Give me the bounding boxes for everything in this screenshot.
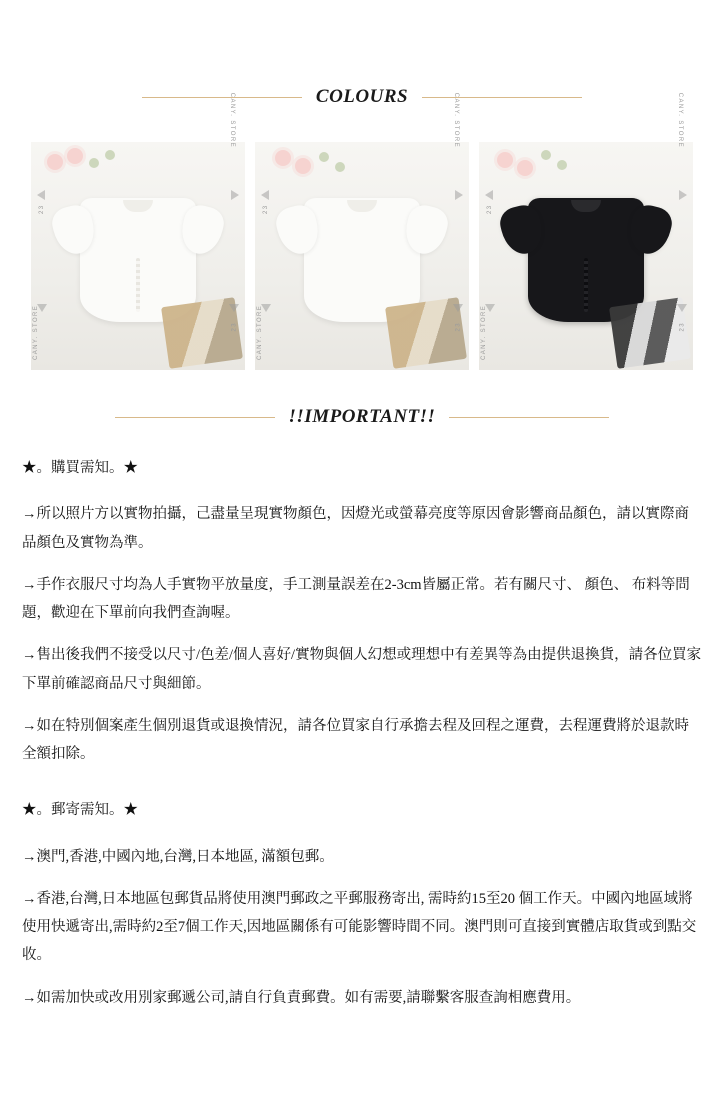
policy-paragraph: →澳門,香港,中國內地,台灣,日本地區, 滿額包郵。: [22, 848, 334, 865]
watermark-code: 23: [487, 204, 493, 214]
colours-section-heading: [0, 86, 724, 108]
policy-heading-purchase: ★。購買需知。★: [22, 460, 138, 476]
policy-paragraph: →所以照片方以實物拍攝，己盡量呈現實物顏色，因燈光或螢幕亮度等原因會影響商品顏色，請以實際商品顏色及實物為準。: [22, 506, 689, 551]
watermark-brand: CANY. STORE: [453, 92, 459, 148]
ruched-drawstring-shape: [136, 258, 140, 312]
watermark-brand: CANY. STORE: [257, 304, 263, 360]
garment-white-front: [80, 198, 196, 322]
policy-paragraph: →手作衣服尺寸均為人手實物平放量度，手工測量誤差在2-3cm皆屬正常。若有關尺寸、 顏色、 布料等問題，歡迎在下單前向我們查詢喔。: [22, 576, 690, 622]
watermark-code: 23: [455, 322, 461, 332]
measure-tick-icon: [261, 190, 269, 200]
heading-rule-right: [449, 417, 609, 418]
page-title: COLOURS: [315, 86, 409, 107]
watermark-code: 23: [231, 322, 237, 332]
measure-tick-icon: [677, 304, 687, 312]
measure-tick-icon: [485, 190, 493, 200]
watermark-code: 23: [263, 204, 269, 214]
collar-shape: [571, 200, 601, 212]
policy-paragraph: →香港,台灣,日本地區包郵貨品將使用澳門郵政之平郵服務寄出, 需時約15至20 個工作天。中國內地區域將使用快遞寄出,需時約2至7個工作天,因地區關係有可能影響時間不同。澳門則可直接到實體店取貨或到點交收。: [22, 890, 697, 964]
watermark-brand: CANY. STORE: [33, 304, 39, 360]
garment-black-front: [528, 198, 644, 322]
policy-heading-shipping: ★。郵寄需知。★: [22, 802, 138, 819]
page-root: [0, 86, 724, 1110]
watermark-brand: CANY. STORE: [677, 92, 683, 148]
heading-rule-right: [422, 97, 582, 98]
important-section-heading: [0, 406, 724, 428]
heading-rule-left: [115, 417, 275, 418]
measure-tick-icon: [37, 190, 45, 200]
flower-decoration-icon: [493, 148, 581, 188]
policy-paragraph: →如需加快或改用別家郵遞公司,請自行負責郵費。如有需要,請聯繫客服查詢相應費用。: [22, 989, 581, 1006]
measure-tick-icon: [455, 190, 463, 200]
collar-shape: [347, 200, 377, 212]
product-photo[interactable]: [479, 92, 693, 370]
measure-tick-icon: [679, 190, 687, 200]
policy-text-block: [22, 454, 702, 1012]
heading-rule-left: [142, 97, 302, 98]
policy-paragraph: →售出後我們不接受以尺寸/色差/個人喜好/實物與個人幻想或理想中有差異等為由提供退換貨，請各位買家下單前確認商品尺寸與細節。: [22, 647, 702, 692]
flower-decoration-icon: [269, 148, 357, 188]
flower-decoration-icon: [45, 148, 133, 188]
measure-tick-icon: [453, 304, 463, 312]
policy-paragraph: →如在特別個案產生個別退貨或退換情況，請各位買家自行承擔去程及回程之運費，去程運費將於退款時全額扣除。: [22, 717, 689, 763]
measure-tick-icon: [231, 190, 239, 200]
measure-tick-icon: [229, 304, 239, 312]
ruched-drawstring-shape: [584, 258, 588, 312]
important-title: !!IMPORTANT!!: [288, 406, 436, 427]
watermark-brand: CANY. STORE: [229, 92, 235, 148]
watermark-code: 23: [679, 322, 685, 332]
product-photo[interactable]: [31, 92, 245, 370]
watermark-brand: CANY. STORE: [481, 304, 487, 360]
garment-white-back: [304, 198, 420, 322]
watermark-code: 23: [39, 204, 45, 214]
collar-shape: [123, 200, 153, 212]
